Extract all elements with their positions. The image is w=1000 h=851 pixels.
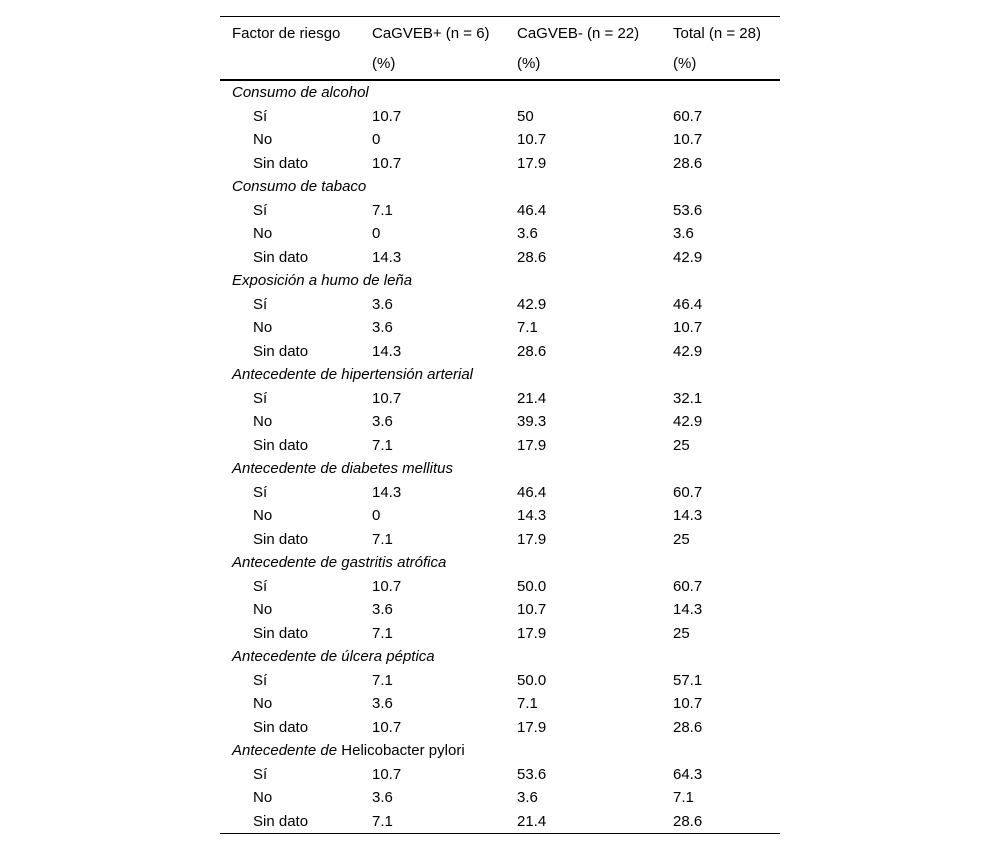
cell-value: 25 bbox=[673, 624, 690, 642]
column-header-subline-empty bbox=[232, 49, 372, 79]
table-row bbox=[220, 786, 780, 810]
cell-value: 0 bbox=[372, 507, 381, 524]
cell-value: 10.7 bbox=[372, 718, 402, 736]
row-label: Sin dato bbox=[253, 530, 309, 548]
section-title bbox=[220, 739, 780, 763]
cell-value: 21.4 bbox=[517, 812, 547, 830]
section-title-italic-part: Consumo de tabaco bbox=[232, 178, 367, 195]
row-label: Sí bbox=[253, 389, 268, 407]
table-row bbox=[220, 716, 780, 740]
cell-value: 14.3 bbox=[517, 507, 547, 524]
cell-value: 7.1 bbox=[673, 789, 694, 806]
column-header-factor bbox=[220, 19, 372, 79]
table-body bbox=[220, 81, 780, 833]
section-title bbox=[220, 551, 780, 575]
table-row bbox=[220, 598, 780, 622]
table-row bbox=[220, 293, 780, 317]
row-label: Sin dato bbox=[253, 342, 309, 360]
cell-value: 7.1 bbox=[372, 671, 393, 689]
cell-value: 10.7 bbox=[673, 131, 703, 148]
table-row bbox=[220, 316, 780, 340]
cell-value: 32.1 bbox=[673, 389, 703, 407]
cell-value: 10.7 bbox=[372, 107, 402, 125]
row-label: Sin dato bbox=[253, 718, 309, 736]
cell-value: 25 bbox=[673, 436, 690, 454]
row-label: Sí bbox=[253, 201, 268, 219]
row-label: No bbox=[253, 507, 273, 524]
row-label: Sin dato bbox=[253, 436, 309, 454]
section-title bbox=[220, 81, 780, 105]
cell-value: 3.6 bbox=[372, 413, 393, 430]
cell-value: 3.6 bbox=[372, 695, 393, 712]
table-row bbox=[220, 152, 780, 176]
percent-label: (%) bbox=[517, 55, 541, 72]
column-header-label: CaGVEB+ (n = 6) bbox=[372, 25, 490, 42]
cell-value: 46.4 bbox=[673, 295, 703, 313]
cell-value: 21.4 bbox=[517, 389, 547, 407]
table-row bbox=[220, 387, 780, 411]
row-label: No bbox=[253, 695, 273, 712]
cell-value: 14.3 bbox=[673, 601, 703, 618]
row-label: Sí bbox=[253, 577, 268, 595]
cell-value: 7.1 bbox=[372, 530, 393, 548]
cell-value: 10.7 bbox=[372, 577, 402, 595]
section-title-italic-part: Antecedente de gastritis atrófica bbox=[232, 554, 447, 571]
table-row bbox=[220, 528, 780, 552]
section-title-roman-part: Helicobacter pylori bbox=[341, 742, 465, 759]
column-header-cagveb-neg bbox=[517, 19, 673, 79]
table-row bbox=[220, 246, 780, 270]
cell-value: 3.6 bbox=[372, 319, 393, 336]
table-row bbox=[220, 810, 780, 834]
row-label: Sí bbox=[253, 671, 268, 689]
cell-value: 3.6 bbox=[372, 295, 393, 313]
section-title-italic-part: Antecedente de bbox=[232, 742, 342, 759]
row-label: No bbox=[253, 131, 273, 148]
section-title bbox=[220, 363, 780, 387]
column-header-total bbox=[673, 19, 780, 79]
row-label: Sí bbox=[253, 107, 268, 125]
cell-value: 53.6 bbox=[673, 201, 703, 219]
cell-value: 42.9 bbox=[673, 413, 703, 430]
cell-value: 28.6 bbox=[517, 248, 547, 266]
cell-value: 14.3 bbox=[372, 248, 402, 266]
row-label: Sin dato bbox=[253, 248, 309, 266]
row-label: No bbox=[253, 601, 273, 618]
table-row bbox=[220, 575, 780, 599]
cell-value: 25 bbox=[673, 530, 690, 548]
cell-value: 42.9 bbox=[673, 342, 703, 360]
cell-value: 17.9 bbox=[517, 718, 547, 736]
cell-value: 28.6 bbox=[673, 154, 703, 172]
cell-value: 17.9 bbox=[517, 436, 547, 454]
cell-value: 10.7 bbox=[372, 154, 402, 172]
column-header-label: Total (n = 28) bbox=[673, 25, 761, 42]
cell-value: 14.3 bbox=[673, 507, 703, 524]
cell-value: 10.7 bbox=[372, 765, 402, 783]
section-title bbox=[220, 269, 780, 293]
cell-value: 14.3 bbox=[372, 483, 402, 501]
cell-value: 3.6 bbox=[673, 225, 694, 242]
table-header bbox=[220, 17, 780, 81]
cell-value: 46.4 bbox=[517, 201, 547, 219]
row-label: Sin dato bbox=[253, 624, 309, 642]
cell-value: 17.9 bbox=[517, 624, 547, 642]
table-row bbox=[220, 340, 780, 364]
cell-value: 39.3 bbox=[517, 413, 547, 430]
column-header-cagveb-pos bbox=[372, 19, 517, 79]
table-row bbox=[220, 128, 780, 152]
risk-factor-table bbox=[220, 16, 780, 834]
cell-value: 53.6 bbox=[517, 765, 547, 783]
row-label: Sin dato bbox=[253, 154, 309, 172]
table-row bbox=[220, 222, 780, 246]
table-row bbox=[220, 434, 780, 458]
section-title-italic-part: Antecedente de hipertensión arterial bbox=[232, 366, 473, 383]
table-row bbox=[220, 622, 780, 646]
cell-value: 46.4 bbox=[517, 483, 547, 501]
cell-value: 50.0 bbox=[517, 671, 547, 689]
table-row bbox=[220, 669, 780, 693]
cell-value: 10.7 bbox=[673, 319, 703, 336]
row-label: Sin dato bbox=[253, 812, 309, 830]
table-row bbox=[220, 199, 780, 223]
percent-label: (%) bbox=[372, 55, 396, 72]
section-title-italic-part: Antecedente de úlcera péptica bbox=[232, 648, 435, 665]
section-title-italic-part: Antecedente de diabetes mellitus bbox=[232, 460, 453, 477]
row-label: No bbox=[253, 413, 273, 430]
section-title-italic-part: Exposición a humo de leña bbox=[232, 272, 413, 289]
cell-value: 28.6 bbox=[673, 812, 703, 830]
cell-value: 57.1 bbox=[673, 671, 703, 689]
row-label: Sí bbox=[253, 483, 268, 501]
cell-value: 60.7 bbox=[673, 107, 703, 125]
cell-value: 17.9 bbox=[517, 154, 547, 172]
section-title bbox=[220, 457, 780, 481]
cell-value: 50.0 bbox=[517, 577, 547, 595]
cell-value: 14.3 bbox=[372, 342, 402, 360]
cell-value: 3.6 bbox=[372, 601, 393, 618]
cell-value: 17.9 bbox=[517, 530, 547, 548]
column-header-label: CaGVEB- (n = 22) bbox=[517, 25, 640, 42]
cell-value: 50 bbox=[517, 107, 534, 125]
cell-value: 0 bbox=[372, 131, 381, 148]
cell-value: 0 bbox=[372, 225, 381, 242]
cell-value: 42.9 bbox=[673, 248, 703, 266]
section-title bbox=[220, 175, 780, 199]
cell-value: 7.1 bbox=[517, 695, 538, 712]
cell-value: 28.6 bbox=[673, 718, 703, 736]
section-title-italic-part: Consumo de alcohol bbox=[232, 84, 369, 101]
row-label: No bbox=[253, 319, 273, 336]
table-row bbox=[220, 481, 780, 505]
row-label: Sí bbox=[253, 295, 268, 313]
cell-value: 10.7 bbox=[673, 695, 703, 712]
table-row bbox=[220, 504, 780, 528]
row-label: No bbox=[253, 789, 273, 806]
column-header-label: Factor de riesgo bbox=[232, 25, 341, 42]
cell-value: 60.7 bbox=[673, 577, 703, 595]
cell-value: 3.6 bbox=[372, 789, 393, 806]
percent-label: (%) bbox=[673, 55, 697, 72]
cell-value: 3.6 bbox=[517, 225, 538, 242]
row-label: Sí bbox=[253, 765, 268, 783]
cell-value: 10.7 bbox=[372, 389, 402, 407]
cell-value: 7.1 bbox=[517, 319, 538, 336]
table-row bbox=[220, 105, 780, 129]
section-title bbox=[220, 645, 780, 669]
cell-value: 7.1 bbox=[372, 624, 393, 642]
cell-value: 7.1 bbox=[372, 812, 393, 830]
row-label: No bbox=[253, 225, 273, 242]
cell-value: 7.1 bbox=[372, 201, 393, 219]
cell-value: 42.9 bbox=[517, 295, 547, 313]
cell-value: 3.6 bbox=[517, 789, 538, 806]
table-row bbox=[220, 692, 780, 716]
cell-value: 60.7 bbox=[673, 483, 703, 501]
cell-value: 10.7 bbox=[517, 131, 547, 148]
cell-value: 10.7 bbox=[517, 601, 547, 618]
cell-value: 7.1 bbox=[372, 436, 393, 454]
table-row bbox=[220, 410, 780, 434]
table-row bbox=[220, 763, 780, 787]
cell-value: 64.3 bbox=[673, 765, 703, 783]
cell-value: 28.6 bbox=[517, 342, 547, 360]
